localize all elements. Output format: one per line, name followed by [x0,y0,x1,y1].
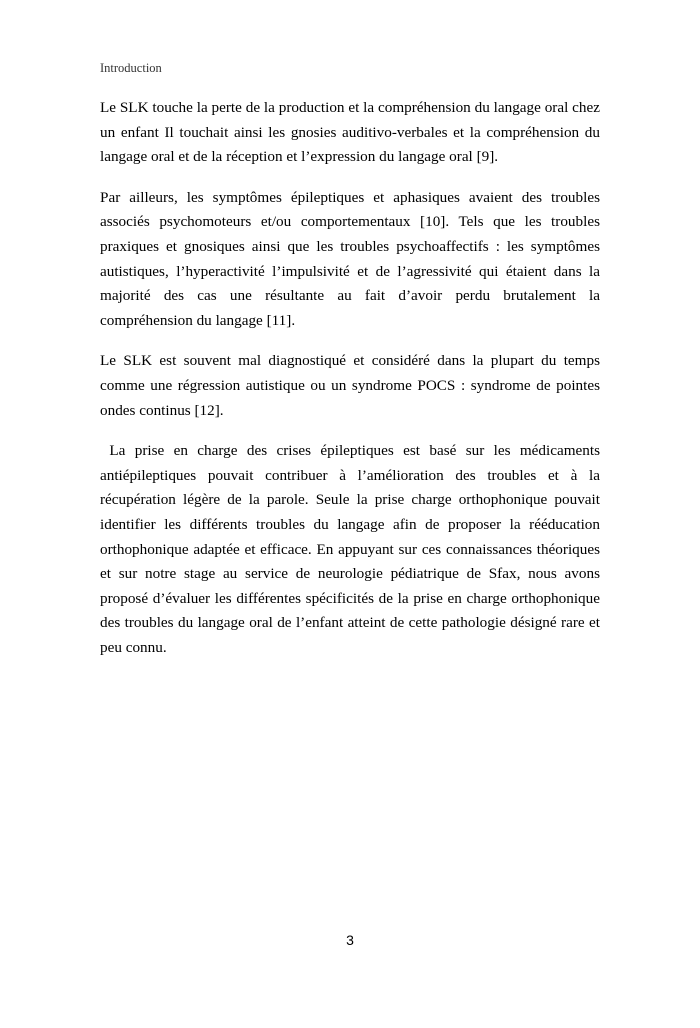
paragraph-1: Le SLK touche la perte de la production et la compréhension du langage oral chez un enfant Il touchait ainsi les gnosies auditivo-verbales et la compréhension du langage oral et de la réception et l’expression du langage oral [9]. [100,99,604,166]
body-text [100,96,604,676]
page-header: Introduction [100,61,162,75]
paragraph-3: Le SLK est souvent mal diagnostiqué et considéré dans la plupart du temps comme une régression autistique ou un syndrome POCS : syndrome de pointes ondes continus [12]. [100,352,604,419]
page-number: 3 [346,932,354,948]
paragraph-2: Par ailleurs, les symptômes épileptiques et aphasiques avaient des troubles associés psychomoteurs et/ou comportementaux [10]. Tels que les troubles praxiques et gnosiques ainsi que les troubles psychoaffectifs : les symptômes autistiques, l’hyperactivité l’impulsivité et de l’agressivité qui étaient dans la majorité des cas une résultante au fait d’avoir perdu brutalement la compréhension du langage [11]. [100,188,604,329]
paragraph-4: La prise en charge des crises épileptiques est basé sur les médicaments antiépileptiques pouvait contribuer à l’amélioration des troubles et à la récupération légère de la parole. Seule la prise charge orthophonique pouvait identifier les différents troubles du langage afin de proposer la rééducation orthophonique adaptée et efficace. En appuyant sur ces connaissances théoriques et sur notre stage au service de neurologie pédiatrique de Sfax, nous avons proposé d’évaluer les différentes spécificités de la prise en charge orthophonique des troubles du langage oral de l’enfant atteint de cette pathologie désigné rare et peu connu. [100,442,604,656]
